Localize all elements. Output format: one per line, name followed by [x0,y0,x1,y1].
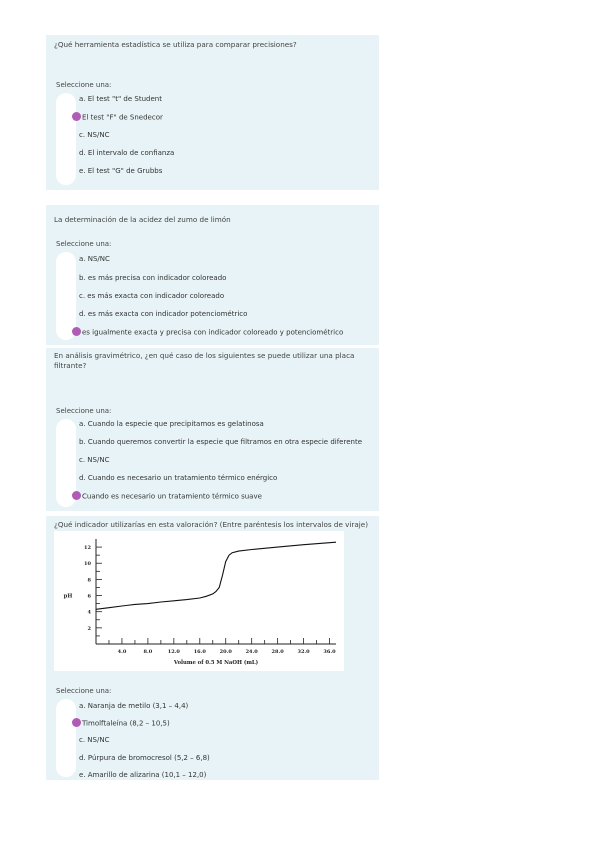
titration-chart [54,531,344,671]
option-e[interactable]: e. El test "G" de Grubbs [79,167,163,175]
y-tick-label: 10 [84,561,91,568]
option-c[interactable]: c. NS/NC [79,131,110,139]
option-d[interactable]: d. Cuando es necesario un tratamiento térmico enérgico [79,474,278,482]
x-tick-label: 8.0 [143,649,153,655]
option-c[interactable]: c. NS/NC [79,456,110,464]
x-tick-label: 28.0 [271,649,284,655]
option-e[interactable]: e. Amarillo de alizarina (10,1 – 12,0) [79,771,207,779]
question-text: En análisis gravimétrico, ¿en qué caso de los siguientes se puede utilizar una placa filtrante? [54,351,355,370]
question-text: ¿Qué herramienta estadística se utiliza para comparar precisiones? [54,40,297,49]
select-prompt: Seleccione una: [56,407,112,415]
y-tick-label: 8 [87,577,91,584]
y-tick-label: 2 [87,625,91,632]
options-track [56,93,76,185]
x-tick-label: 20.0 [219,649,232,655]
option-c[interactable]: c. NS/NC [79,736,110,744]
x-tick-label: 12.0 [167,649,180,655]
titration-curve-line [96,542,336,609]
option-a[interactable]: a. NS/NC [79,255,110,263]
option-b[interactable]: El test "F" de Snedecor [72,113,163,122]
y-tick-label: 12 [84,545,91,552]
question-card-3 [46,348,379,511]
y-tick-label: 6 [87,593,91,600]
select-prompt: Seleccione una: [56,81,112,89]
option-a[interactable]: a. Cuando la especie que precipitamos es gelatinosa [79,420,264,428]
x-tick-label: 4.0 [117,649,127,655]
question-card-2 [46,205,379,345]
option-a[interactable]: a. Naranja de metilo (3,1 – 4,4) [79,702,189,710]
option-b[interactable]: b. es más precisa con indicador coloreado [79,274,227,282]
question-text: ¿Qué indicador utilizarías en esta valoración? (Entre paréntesis los intervalos de viraje) [54,520,369,529]
x-axis-label: Volume of 0.5 M NaOH (mL) [173,660,259,666]
question-card-4 [46,516,379,780]
y-tick-label: 4 [87,609,91,616]
option-b[interactable]: b. Cuando queremos convertir la especie que filtramos en otra especie diferente [79,438,363,446]
radio-selected-icon[interactable] [72,327,81,336]
option-e[interactable]: Cuando es necesario un tratamiento térmico suave [72,492,262,501]
y-axis-label: pH [63,593,73,600]
option-d[interactable]: d. Púrpura de bromocresol (5,2 – 6,8) [79,754,210,762]
radio-selected-icon[interactable] [72,718,81,727]
radio-selected-icon[interactable] [72,112,81,121]
x-tick-label: 24.0 [245,649,258,655]
select-prompt: Seleccione una: [56,687,112,695]
x-tick-label: 36.0 [323,649,336,655]
option-a[interactable]: a. El test "t" de Student [79,95,162,103]
radio-selected-icon[interactable] [72,491,81,500]
question-text: La determinación de la acidez del zumo de limón [54,215,231,224]
options-track [56,699,76,777]
x-tick-label: 16.0 [193,649,206,655]
x-tick-label: 32.0 [297,649,310,655]
select-prompt: Seleccione una: [56,240,112,248]
option-d[interactable]: d. es más exacta con indicador potenciométrico [79,310,248,318]
titration-chart-svg [54,531,344,671]
question-card-1 [46,35,379,190]
option-b[interactable]: Timolftaleína (8,2 – 10,5) [72,719,170,728]
option-e[interactable]: es igualmente exacta y precisa con indicador coloreado y potenciométrico [72,328,343,337]
option-c[interactable]: c. es más exacta con indicador coloreado [79,292,225,300]
option-d[interactable]: d. El intervalo de confianza [79,149,175,157]
